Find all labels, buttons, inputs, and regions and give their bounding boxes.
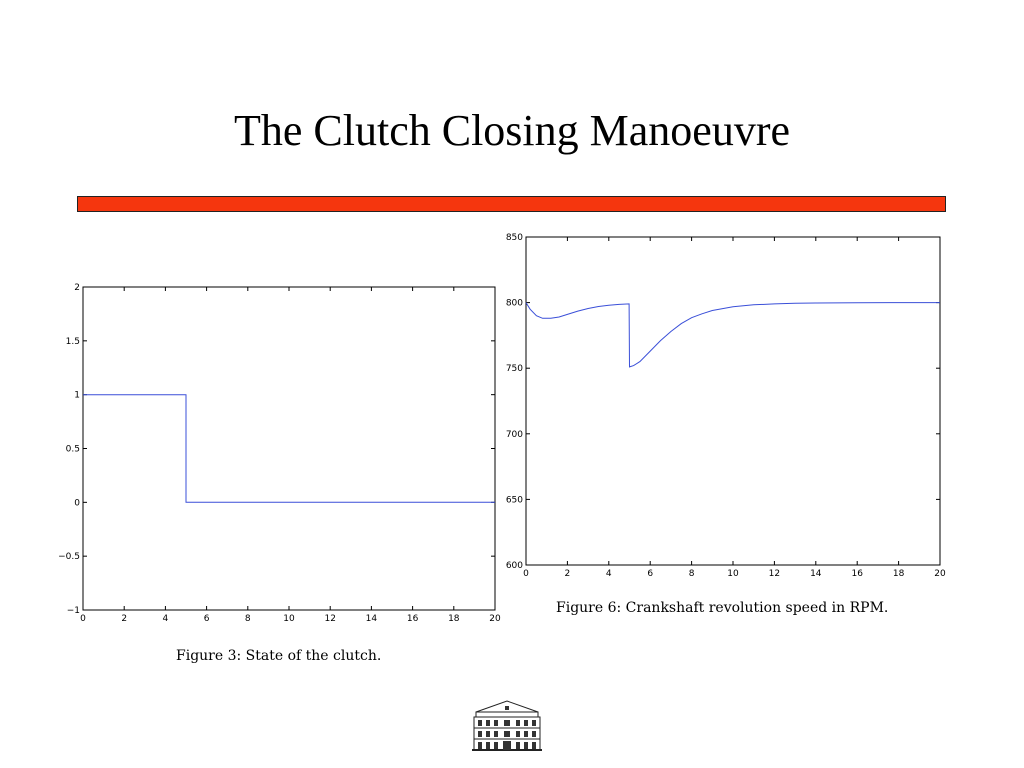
x-tick-label: 8 <box>244 614 251 624</box>
x-tick-label: 16 <box>851 569 863 579</box>
x-tick-label: 6 <box>647 569 654 579</box>
x-tick-label: 10 <box>727 569 739 579</box>
y-tick-label: 850 <box>505 233 523 243</box>
x-tick-label: 14 <box>365 614 378 624</box>
x-tick-label: 8 <box>688 569 695 579</box>
y-tick-label: 2 <box>74 283 80 293</box>
y-tick-label: −0.5 <box>58 552 80 563</box>
slide-title: The Clutch Closing Manoeuvre <box>233 106 790 155</box>
figure-3-caption: Figure 3: State of the clutch. <box>176 648 382 664</box>
x-tick-label: 20 <box>489 614 501 624</box>
figure-6-caption: Figure 6: Crankshaft revolution speed in RPM. <box>556 600 889 616</box>
x-tick-label: 0 <box>80 614 86 624</box>
x-tick-label: 12 <box>324 614 336 624</box>
plot-frame <box>526 237 940 565</box>
y-tick-label: 750 <box>505 364 523 375</box>
x-tick-label: 2 <box>564 569 571 579</box>
x-tick-label: 4 <box>162 614 169 624</box>
x-tick-label: 16 <box>406 614 419 624</box>
y-tick-label: 600 <box>505 561 523 571</box>
x-tick-label: 18 <box>892 569 905 579</box>
y-tick-label: 0.5 <box>65 444 80 455</box>
x-tick-label: 18 <box>448 614 460 624</box>
y-tick-label: 800 <box>505 298 523 309</box>
x-tick-label: 10 <box>283 614 295 624</box>
x-tick-label: 0 <box>523 569 529 579</box>
x-tick-label: 4 <box>605 569 612 579</box>
x-tick-label: 6 <box>203 614 210 624</box>
x-tick-label: 12 <box>768 569 781 579</box>
y-tick-label: 1.5 <box>65 336 80 347</box>
y-tick-label: −1 <box>66 606 80 616</box>
y-tick-label: 0 <box>74 498 80 509</box>
x-tick-label: 2 <box>121 614 128 624</box>
y-tick-label: 700 <box>505 429 523 440</box>
y-tick-label: 1 <box>74 390 80 401</box>
y-tick-label: 650 <box>505 495 523 506</box>
series-line <box>526 303 940 367</box>
building-facade-icon <box>470 698 544 754</box>
x-tick-label: 14 <box>810 569 822 579</box>
x-tick-label: 20 <box>934 569 946 579</box>
